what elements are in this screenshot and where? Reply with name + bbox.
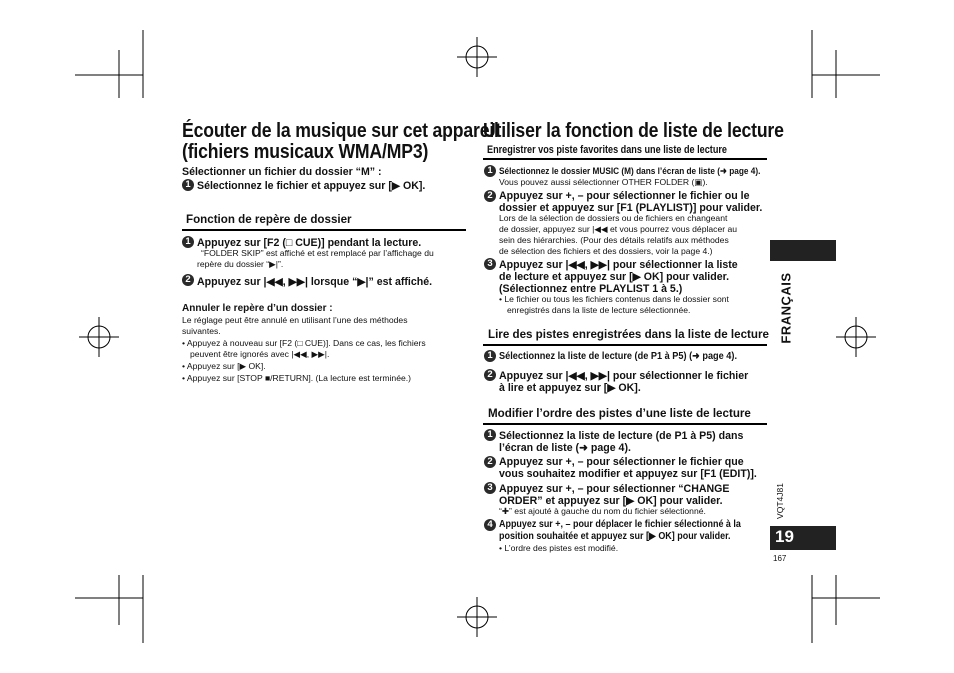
section-folder-cue-heading: Fonction de repère de dossier — [186, 213, 352, 226]
intro-text: Sélectionner un fichier du dossier “M” : — [182, 166, 382, 178]
step-number-2: 2 — [182, 274, 194, 286]
language-label — [777, 268, 795, 348]
step-number-1: 1 — [182, 236, 194, 248]
c3-line2: ORDER” et appuyez sur [▶ OK] pour valider. — [499, 495, 723, 507]
s1-step2: Appuyez sur |◀◀, ▶▶| lorsque “▶|” est affiché. — [197, 276, 433, 288]
a3-line3: (Sélectionnez entre PLAYLIST 1 à 5.) — [499, 283, 683, 295]
b2-line2: à lire et appuyez sur [▶ OK]. — [499, 382, 641, 394]
step-number-3: 3 — [484, 258, 496, 270]
model-code-text: VQT4J81 — [775, 483, 785, 519]
step-number-1: 1 — [484, 350, 496, 362]
cancel-heading: Annuler le repère d’un dossier : — [182, 303, 333, 314]
a2-note1: Lors de la sélection de dossiers ou de fichiers en changeant — [499, 213, 728, 223]
step-number-1: 1 — [484, 165, 496, 177]
heading-rule — [483, 423, 767, 425]
c3-line1: Appuyez sur +, – pour sélectionner “CHANGE — [499, 483, 730, 495]
section-save-heading: Enregistrer vos piste favorites dans une liste de lecture — [487, 144, 728, 156]
cancel-bullet3: • Appuyez sur [STOP ■/RETURN]. (La lecture est terminée.) — [182, 373, 412, 383]
s1-step1-note1: “FOLDER SKIP” est affiché et est remplacé par l’affichage du — [201, 248, 434, 258]
cancel-bullet2: • Appuyez sur [▶ OK]. — [182, 361, 266, 371]
left-step1: Sélectionnez le fichier et appuyez sur [▶ OK]. — [197, 180, 426, 192]
a2-line2: dossier et appuyez sur [F1 (PLAYLIST)] pour valider. — [499, 202, 763, 214]
heading-rule — [483, 344, 767, 346]
language-label-text: FRANÇAIS — [778, 272, 794, 344]
cancel-bullet1-line2: peuvent être ignorés avec |◀◀, ▶▶|. — [190, 349, 330, 359]
a3-note1: • Le fichier ou tous les fichiers contenus dans le dossier sont — [499, 294, 729, 304]
c2-line1: Appuyez sur +, – pour sélectionner le fichier que — [499, 456, 744, 468]
model-code — [774, 478, 786, 524]
a1-text: Sélectionnez le dossier MUSIC (M) dans l’écran de liste (➜ page 4). — [499, 166, 761, 177]
step-number-1: 1 — [484, 429, 496, 441]
section-order-heading: Modifier l’ordre des pistes d’une liste de lecture — [488, 407, 751, 420]
a2-note2: de dossier, appuyez sur |◀◀ et vous pourrez vous déplacer au — [499, 224, 738, 234]
b1-text: Sélectionnez la liste de lecture (de P1 à P5) (➜ page 4). — [499, 351, 738, 362]
c1-line1: Sélectionnez la liste de lecture (de P1 à P5) dans — [499, 430, 744, 442]
page-number: 19 — [775, 527, 794, 546]
right-title: Utiliser la fonction de liste de lecture — [483, 119, 784, 142]
step-number-4: 4 — [484, 519, 496, 531]
c2-line2: vous souhaitez modifier et appuyez sur [F1 (EDIT)]. — [499, 468, 757, 480]
cancel-bullet1-line1: • Appuyez à nouveau sur [F2 (□ CUE)]. Dans ce cas, les fichiers — [182, 338, 426, 348]
heading-rule — [182, 229, 466, 231]
step-number-3: 3 — [484, 482, 496, 494]
c3-note: “✚” est ajouté à gauche du nom du fichier sélectionné. — [499, 506, 706, 516]
c4-line1: Appuyez sur +, – pour déplacer le fichier sélectionné à la — [499, 519, 741, 530]
a3-line1: Appuyez sur |◀◀, ▶▶| pour sélectionner la liste — [499, 259, 738, 271]
c4-line2: position souhaitée et appuyez sur [▶ OK] pour valider. — [499, 531, 731, 542]
c1-line2: l’écran de liste (➜ page 4). — [499, 442, 631, 454]
c4-note: • L’ordre des pistes est modifié. — [499, 543, 619, 553]
s1-step1-note2: repère du dossier “▶|”. — [197, 259, 284, 269]
step-number-1: 1 — [182, 179, 194, 191]
heading-rule — [483, 158, 767, 160]
a2-note4: de sélection des fichiers et des dossiers, voir la page 4.) — [499, 246, 713, 256]
a1-note: Vous pouvez aussi sélectionner OTHER FOLDER (▣). — [499, 177, 708, 187]
cancel-text1: Le réglage peut être annulé en utilisant l’une des méthodes — [182, 315, 408, 325]
language-tab-bar — [770, 240, 836, 261]
sheet-number: 167 — [773, 554, 787, 563]
step-number-2: 2 — [484, 190, 496, 202]
step-number-2: 2 — [484, 456, 496, 468]
a2-note3: sein des hiérarchies. (Pour des détails relatifs aux méthodes — [499, 235, 729, 245]
s1-step1: Appuyez sur [F2 (□ CUE)] pendant la lecture. — [197, 237, 422, 249]
cancel-text2: suivantes. — [182, 326, 221, 336]
a3-line2: de lecture et appuyez sur [▶ OK] pour valider. — [499, 271, 730, 283]
left-title-line2: (fichiers musicaux WMA/MP3) — [182, 140, 429, 163]
a2-line1: Appuyez sur +, – pour sélectionner le fichier ou le — [499, 190, 750, 202]
section-play-heading: Lire des pistes enregistrées dans la liste de lecture — [488, 328, 769, 341]
a3-note2: enregistrés dans la liste de lecture sélectionnée. — [507, 305, 691, 315]
step-number-2: 2 — [484, 369, 496, 381]
left-title-line1: Écouter de la musique sur cet appareil — [182, 119, 499, 142]
b2-line1: Appuyez sur |◀◀, ▶▶| pour sélectionner le fichier — [499, 370, 749, 382]
